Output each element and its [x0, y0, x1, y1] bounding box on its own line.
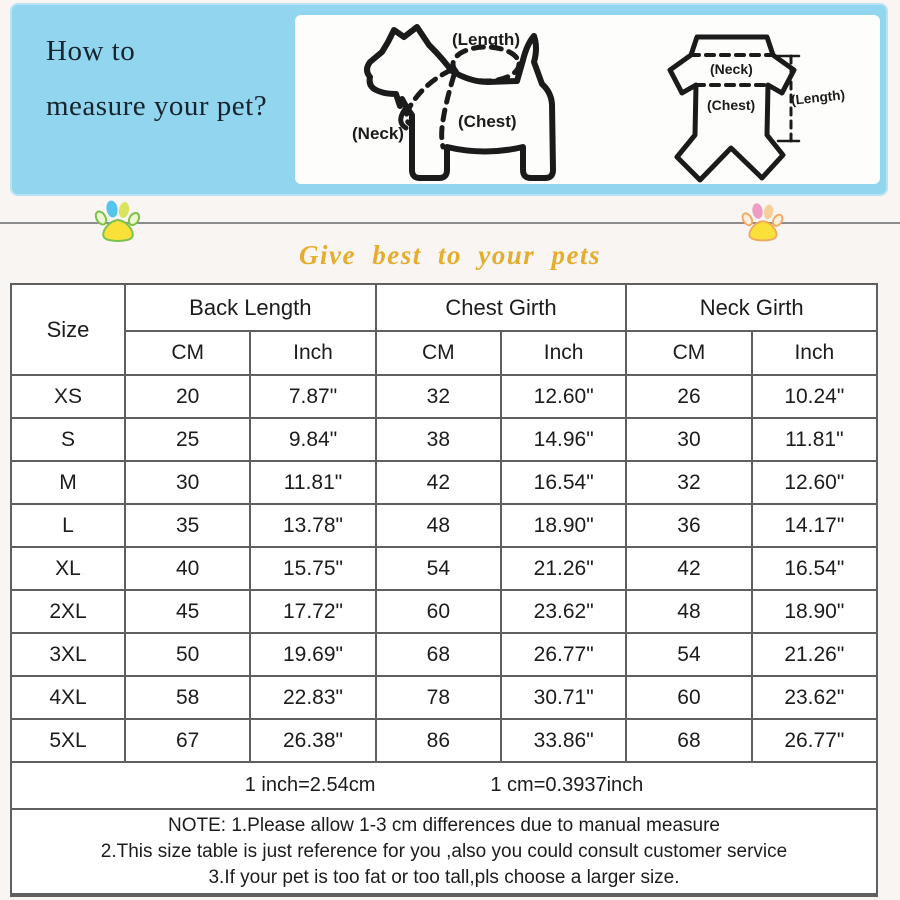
chest-cm-cell: 86 [376, 719, 501, 762]
chest-inch-cell: 30.71" [501, 676, 626, 719]
table-row-2xl [11, 590, 877, 633]
size-cell: XL [11, 547, 125, 590]
back-inch-cell: 7.87" [250, 375, 375, 418]
neck-cm-cell: 36 [626, 504, 751, 547]
table-unit-header-row [11, 331, 877, 375]
paw-print-icon-right [740, 202, 786, 244]
garment-neck-label: (Neck) [710, 61, 753, 77]
neck-girth-header: Neck Girth [626, 284, 877, 331]
size-cell: 4XL [11, 676, 125, 719]
neck-cm-cell: 26 [626, 375, 751, 418]
unit-header-inch: Inch [501, 331, 626, 375]
banner-title [46, 35, 267, 123]
table-row-l [11, 504, 877, 547]
dog-chest-label: (Chest) [458, 112, 517, 131]
chest-girth-header: Chest Girth [376, 284, 627, 331]
chest-cm-cell: 68 [376, 633, 501, 676]
table-row-5xl [11, 719, 877, 762]
chest-inch-cell: 21.26" [501, 547, 626, 590]
chest-inch-cell: 18.90" [501, 504, 626, 547]
neck-cm-cell: 60 [626, 676, 751, 719]
table-row-4xl [11, 676, 877, 719]
chest-cm-cell: 60 [376, 590, 501, 633]
unit-header-cm: CM [125, 331, 250, 375]
back-inch-cell: 26.38" [250, 719, 375, 762]
size-cell: S [11, 418, 125, 461]
garment-chest-label: (Chest) [707, 97, 756, 113]
back-inch-cell: 9.84" [250, 418, 375, 461]
table-group-header-row [11, 284, 877, 331]
neck-inch-cell: 11.81" [752, 418, 877, 461]
neck-inch-cell: 23.62" [752, 676, 877, 719]
neck-cm-cell: 48 [626, 590, 751, 633]
back-cm-cell: 67 [125, 719, 250, 762]
back-cm-cell: 25 [125, 418, 250, 461]
size-cell: 5XL [11, 719, 125, 762]
neck-cm-cell: 68 [626, 719, 751, 762]
neck-inch-cell: 18.90" [752, 590, 877, 633]
chest-cm-cell: 42 [376, 461, 501, 504]
size-cell: XS [11, 375, 125, 418]
unit-header-inch: Inch [250, 331, 375, 375]
banner-title-line2: measure your pet? [46, 90, 268, 122]
table-row-xl [11, 547, 877, 590]
size-table [10, 283, 878, 897]
back-cm-cell: 58 [125, 676, 250, 719]
chest-inch-cell: 14.96" [501, 418, 626, 461]
dog-neck-label: (Neck) [352, 124, 404, 143]
chest-cm-cell: 32 [376, 375, 501, 418]
chest-cm-cell: 54 [376, 547, 501, 590]
table-row-m [11, 461, 877, 504]
neck-cm-cell: 30 [626, 418, 751, 461]
back-inch-cell: 13.78" [250, 504, 375, 547]
neck-cm-cell: 32 [626, 461, 751, 504]
size-cell: 2XL [11, 590, 125, 633]
cm-to-inch-text: 1 cm=0.3937inch [490, 774, 644, 796]
neck-inch-cell: 26.77" [752, 719, 877, 762]
banner-title-line1: How to [46, 35, 136, 67]
paw-print-icon-left [93, 200, 143, 244]
neck-cm-cell: 42 [626, 547, 751, 590]
back-inch-cell: 17.72" [250, 590, 375, 633]
neck-inch-cell: 12.60" [752, 461, 877, 504]
garment-length-label: (Length) [790, 87, 846, 108]
chest-inch-cell: 12.60" [501, 375, 626, 418]
back-inch-cell: 19.69" [250, 633, 375, 676]
note-line-1: NOTE: 1.Please allow 1-3 cm differences due to manual measure [168, 814, 720, 836]
back-cm-cell: 50 [125, 633, 250, 676]
back-cm-cell: 30 [125, 461, 250, 504]
neck-inch-cell: 16.54" [752, 547, 877, 590]
size-column-header: Size [11, 284, 125, 375]
back-cm-cell: 20 [125, 375, 250, 418]
back-length-header: Back Length [125, 284, 376, 331]
back-cm-cell: 35 [125, 504, 250, 547]
tagline: Give best to your pets [299, 240, 601, 270]
back-inch-cell: 11.81" [250, 461, 375, 504]
table-row-s [11, 418, 877, 461]
size-cell: M [11, 461, 125, 504]
unit-header-cm: CM [626, 331, 751, 375]
dog-length-label: (Length) [452, 30, 520, 49]
size-cell: L [11, 504, 125, 547]
back-cm-cell: 40 [125, 547, 250, 590]
chest-cm-cell: 48 [376, 504, 501, 547]
note-line-2: 2.This size table is just reference for you ,also you could consult customer service [100, 840, 788, 862]
note-line-3: 3.If your pet is too fat or too tall,pls choose a larger size. [208, 866, 680, 888]
table-row-xs [11, 375, 877, 418]
back-inch-cell: 15.75" [250, 547, 375, 590]
neck-cm-cell: 54 [626, 633, 751, 676]
chest-cm-cell: 78 [376, 676, 501, 719]
unit-header-cm: CM [376, 331, 501, 375]
chest-inch-cell: 26.77" [501, 633, 626, 676]
chest-inch-cell: 23.62" [501, 590, 626, 633]
inch-to-cm-text: 1 inch=2.54cm [244, 774, 376, 796]
note-row [11, 809, 877, 895]
back-cm-cell: 45 [125, 590, 250, 633]
chest-cm-cell: 38 [376, 418, 501, 461]
conversion-row [11, 762, 877, 809]
neck-inch-cell: 14.17" [752, 504, 877, 547]
chest-inch-cell: 16.54" [501, 461, 626, 504]
size-cell: 3XL [11, 633, 125, 676]
unit-header-inch: Inch [752, 331, 877, 375]
chest-inch-cell: 33.86" [501, 719, 626, 762]
table-row-3xl [11, 633, 877, 676]
back-inch-cell: 22.83" [250, 676, 375, 719]
neck-inch-cell: 10.24" [752, 375, 877, 418]
neck-inch-cell: 21.26" [752, 633, 877, 676]
